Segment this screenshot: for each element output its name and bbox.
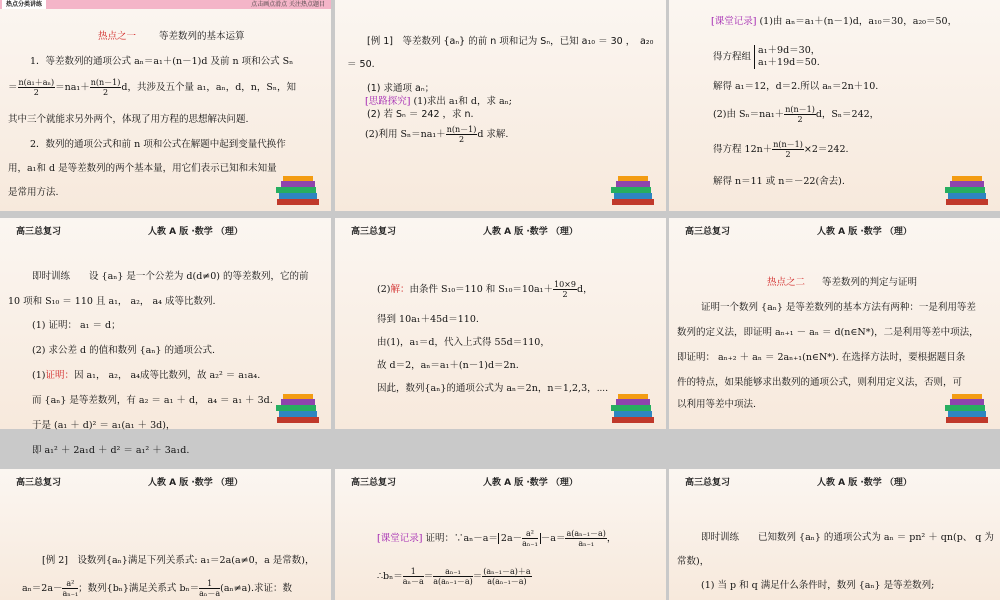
books-icon (608, 393, 658, 425)
fraction: $\frac{n(n-1)}{2}$ (785, 105, 815, 124)
hint-label: [思路探究] (365, 96, 411, 107)
text-line: 即时训练 设 {aₙ} 是一个公差为 d(d≠0) 的等差数列，它的前 (32, 271, 309, 282)
text-line: 1．等差数列的通项公式 aₙ＝a₁＋(n－1)d 及前 n 项和公式 Sₙ (30, 56, 294, 67)
record-label: [课堂记录] (711, 16, 757, 27)
slide-header: 高三总复习 人教 A 版 ·数学 （理） (685, 478, 912, 488)
fraction: $\frac{\text{aₙ₋₁}}{\text{a(aₙ₋₁－a)}}$ (433, 567, 473, 586)
formula-line: ∴bₙ＝ $\frac{1}{\text{aₙ－a}}$ ＝ $\frac{\text{aₙ₋₁}}{\text{a(aₙ₋₁－a)}}$ ＝ $\frac{\text{(aₙ₋₁－a)＋a}}{\text{a(aₙ₋₁－a)}}$ (377, 567, 531, 586)
question-2: (2) 若 Sₙ ＝ 242 ，求 n. (367, 109, 474, 120)
text-line: 证明一个数列 {aₙ} 是等差数列的基本方法有两种：一是利用等差 (701, 302, 976, 313)
formula-line: (2)利用 Sₙ＝na₁＋ $\frac{n(n-1)}{2}$ d 求解. (365, 125, 509, 144)
record-text: (1)由 aₙ＝a₁＋(n－1)d，a₁₀＝30，a₂₀＝50， (759, 16, 958, 27)
text-line: 因此，数列{aₙ}的通项公式为 aₙ＝2n，n＝1,2,3，⋯. (377, 383, 609, 394)
slide-8 (335, 469, 666, 600)
formula-line: 得方程 12n＋ $\frac{n(n-1)}{2}$ ×2＝242. (713, 140, 849, 159)
text-line: 即证明： aₙ₊₂ ＋ aₙ ＝ 2aₙ₊₁(n∈N*). 在选择方法时，要根据题目条 (677, 352, 966, 363)
text-line: 数列的定义法，即证明 aₙ₊₁ － aₙ ＝ d(n∈N*)，二是利用等差中项法， (677, 327, 979, 338)
slide-header: 高三总复习 人教 A 版 ·数学 （理） (685, 227, 912, 237)
proof-line: (1)证明：因 a₁， a₂， a₄成等比数列，故 a₂² ＝ a₁a₄. (32, 370, 261, 381)
fraction: $\frac{n(n-1)}{2}$ (773, 140, 803, 159)
text-line: 件的特点，如果能够求出数列的通项公式，则利用定义法，否则，可 (677, 377, 963, 388)
text-line: 解得 a₁＝12，d＝2.所以 aₙ＝2n＋10. (713, 81, 879, 92)
text-line: (2) 求公差 d 的值和数列 {aₙ} 的通项公式. (32, 345, 216, 356)
example-title: [例 1] 等差数列 {aₙ} 的前 n 项和记为 Sₙ，已知 a₁₀ ＝ 30 ， a₂₀ (367, 36, 654, 47)
fraction: $\frac{1}{\text{aₙ－a}}$ (402, 567, 424, 586)
text-line: 于是 (a₁ ＋ d)² ＝ a₁(a₁ ＋ 3d)， (32, 420, 176, 431)
fraction: $\frac{n(n-1)}{2}$ (90, 78, 121, 97)
text-line: (1) 当 p 和 q 满足什么条件时，数列 {aₙ} 是等差数列; (701, 580, 935, 591)
text-line: 而 {aₙ} 是等差数列，有 a₂ ＝ a₁ ＋ d， a₄ ＝ a₁ ＋ 3d. (32, 395, 273, 406)
slide-2 (335, 0, 666, 211)
books-icon (273, 393, 323, 425)
books-icon (942, 175, 992, 207)
books-icon (942, 393, 992, 425)
text-line: 即时训练 已知数列 {aₙ} 的通项公式为 aₙ ＝ pn² ＋ qn(p、 q 为 (701, 532, 994, 543)
fraction: $\frac{\text{a²}}{\text{aₙ₋₁}}$ (62, 579, 79, 598)
text-line: 常数)， (677, 556, 710, 567)
formula-line: (2)由 Sₙ＝na₁＋ $\frac{n(n-1)}{2}$ d，Sₙ＝242， (713, 105, 880, 124)
slide-header: 高三总复习 人教 A 版 ·数学 （理） (351, 227, 578, 237)
formula-line: aₙ＝2a－ $\frac{\text{a²}}{\text{aₙ₋₁}}$ ；数列{bₙ}满足关系式 bₙ＝ $\frac{1}{\text{aₙ－a}}$ (aₙ≠a).求证：数 (22, 579, 292, 598)
banner-title: 热点分类讲练 (2, 0, 46, 9)
books-icon (273, 175, 323, 207)
fraction: $\frac{\text{n(a₁＋aₙ)}}{2}$ (18, 78, 55, 97)
fraction: $\frac{\text{(aₙ₋₁－a)＋a}}{\text{a(aₙ₋₁－a)}}$ (483, 567, 531, 586)
slide-5 (335, 218, 666, 429)
text-line: 即 a₁² ＋ 2a₁d ＋ d² ＝ a₁² ＋ 3a₁d. (32, 445, 190, 456)
text-line: 故 d＝2，aₙ＝a₁＋(n－1)d＝2n. (377, 360, 519, 371)
fraction: $\frac{\text{a²}}{\text{aₙ₋₁}}$ (522, 529, 538, 548)
text-line: 得到 10a₁＋45d＝110. (377, 314, 479, 325)
text-line: ＝ 50. (347, 59, 375, 70)
text-line: 是常用方法. (8, 187, 59, 198)
top-banner (0, 0, 331, 9)
fraction: $\frac{10\times 9}{2}$ (554, 280, 576, 299)
formula-line: [课堂记录] 证明：∵aₙ－a＝ 2a－ $\frac{\text{a²}}{\text{aₙ₋₁}}$ －a＝ $\frac{\text{a(aₙ₋₁－a)}}{\text{aₙ₋₁}}$ ， (377, 529, 617, 548)
heading-text: 等差数列的基本运算 (159, 31, 245, 42)
books-icon (608, 175, 658, 207)
fraction: $\frac{1}{\text{aₙ－a}}$ (199, 579, 221, 598)
slide-header: 高三总复习 人教 A 版 ·数学 （理） (16, 227, 243, 237)
text-line: 2．数列的通项公式和前 n 项和公式在解题中起到变量代换作 (30, 139, 286, 150)
slide-9 (669, 469, 1000, 600)
text-line: 其中三个就能求另外两个，体现了用方程的思想解决问题. (8, 114, 249, 125)
fraction: $\frac{\text{a(aₙ₋₁－a)}}{\text{aₙ₋₁}}$ (566, 529, 606, 548)
equation-system: 得方程组 a₁＋9d＝30， a₁＋19d＝50. (713, 45, 821, 68)
example-title: [例 2] 设数列{aₙ}满足下列关系式: a₁＝2a(a≠0，a 是常数)， (42, 555, 315, 566)
slide-4 (0, 218, 331, 456)
formula-line: (2)解：由条件 S₁₀＝110 和 S₁₀＝10a₁＋ $\frac{10\times 9}{2}$ d， (377, 280, 593, 299)
heading-text: 等差数列的判定与证明 (822, 277, 918, 288)
slide-header: 高三总复习 人教 A 版 ·数学 （理） (351, 478, 578, 488)
slide-1 (0, 0, 331, 211)
slide-header: 高三总复习 人教 A 版 ·数学 （理） (16, 478, 243, 488)
banner-links[interactable]: 点击画点滑点 关注热点题目 (251, 1, 325, 8)
slide-7 (0, 469, 331, 600)
text-line: 以利用等差中项法. (677, 399, 757, 410)
fraction: $\frac{n(n-1)}{2}$ (446, 125, 477, 144)
heading-label: 热点之二 (767, 277, 806, 288)
slide-3 (669, 0, 1000, 211)
heading-label: 热点之一 (98, 31, 137, 42)
text-line: (1) 证明： a₁ ＝ d； (32, 320, 121, 331)
formula-line: ＝ $\frac{\text{n(a₁＋aₙ)}}{2}$ ＝na₁＋ $\frac{n(n-1)}{2}$ d，共涉及五个量 a₁，aₙ，d，n，Sₙ，知 (8, 78, 297, 97)
text-line: 由(1)，a₁＝d，代入上式得 55d＝110， (377, 337, 550, 348)
hint-text: (1)求出 a₁和 d，求 aₙ; (413, 96, 512, 107)
text-line: 10 项和 S₁₀ ＝ 110 且 a₁， a₂， a₄ 成等比数列. (8, 296, 216, 307)
question-1: (1) 求通项 aₙ； (367, 83, 435, 94)
text-line: 用，a₁和 d 是等差数列的两个基本量，用它们表示已知和未知量 (8, 163, 277, 174)
text-line: 解得 n＝11 或 n＝－22(舍去). (713, 176, 845, 187)
slide-6 (669, 218, 1000, 429)
